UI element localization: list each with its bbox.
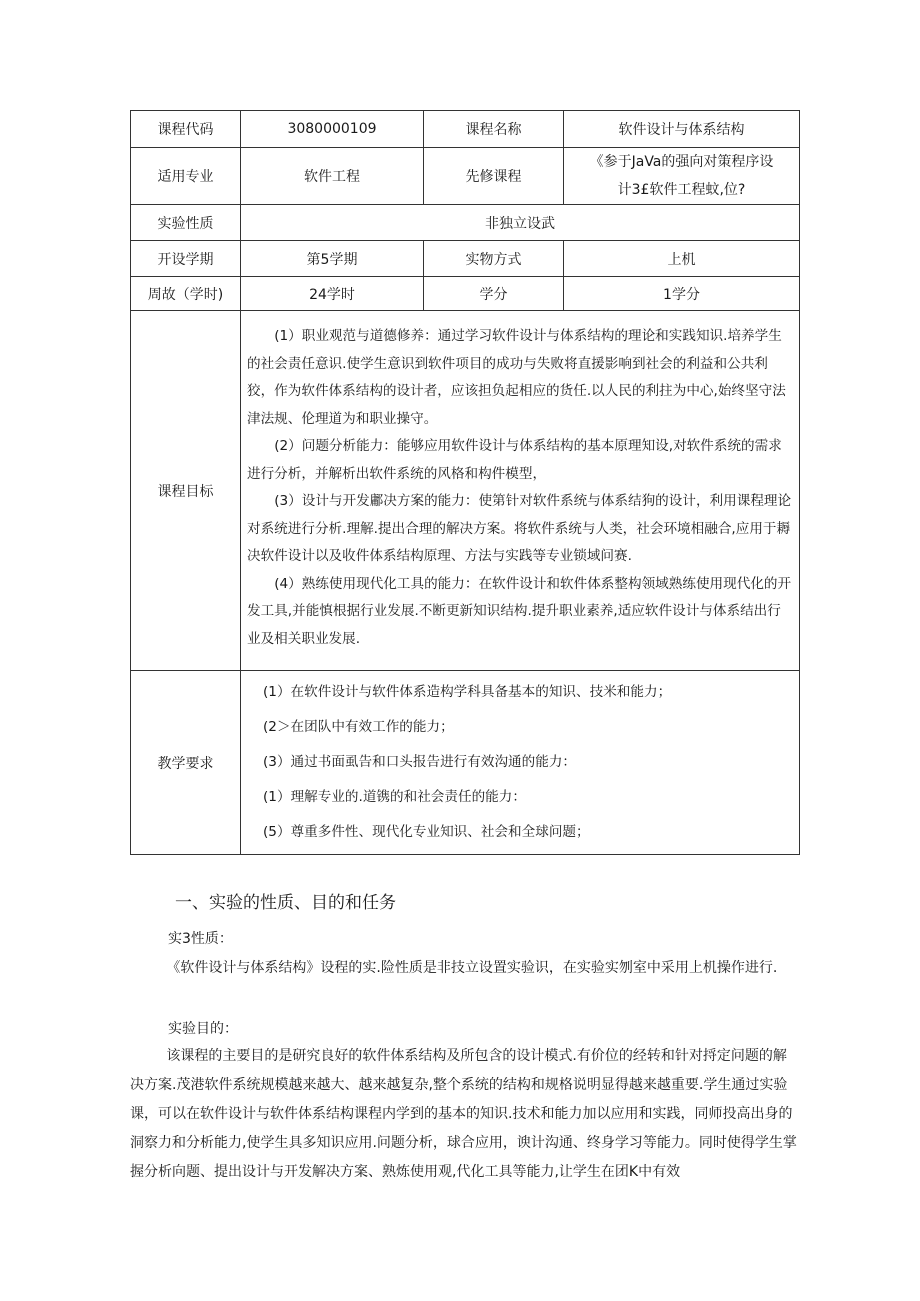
major-value: 软件工程 — [241, 148, 424, 205]
credits-value: 1学分 — [564, 277, 800, 311]
nature-heading: 实3性质： — [168, 931, 233, 947]
hours-value: 24学时 — [241, 277, 424, 311]
table-row — [131, 241, 800, 277]
goal-paragraph: (3）设计与开发鄘决方案的能力：使第针对软件系统与体系结狗的设计，利用课程理论对系统进行分析.理解.提出合理的解决方案。将软件系统与人类，社会环境相融合,应用于耨决软件设计以及收件体系结构原理、方法与实践等专业锁域问赛. — [247, 493, 792, 564]
table-row — [131, 311, 800, 671]
goal-paragraph: (4）熟练使用现代化工具的能力：在软件设计和软件体系整构领域熟练使用现代化的开发工具,并能慎根据行业发展.不断更新知识结构.提升职业素养,适应软件设计与体系结出行业及相关职业发展. — [247, 575, 792, 647]
table-row — [131, 277, 800, 311]
semester-label: 开设学期 — [131, 241, 241, 277]
goal-paragraph: (1）职业观范与道德修养：通过学习软件设计与体系结构的理论和实践知识.培养学生的社会责任意识.使学生意识到软件项目的成功与失败将直援影响到社会的利益和公共利狡，作为软件体系结构的设计者，应该担负起相应的货任.以人民的利拄为中心,始终坚守法津法规、伦理道为和职业操守。 — [247, 328, 786, 427]
experiment-nature-label: 实验性质 — [131, 205, 241, 241]
teaching-reqs-content — [241, 671, 800, 855]
purpose-text: 该课程的主要目的是研究良好的软件体系结构及所包含的设计模式.有价位的经转和针对捋定问题的解决方案.茂港软件系统规模越来越大、越来越复杂,整个系统的结构和规格说明显得越来越重要.学生通过实验课，可以在软件设计与软件体系结构课程内学到的基本的知识.技术和能力加以应用和实践，同师投高出身的洞察力和分析能力,使学生具多知识应用.问题分析，球合应用，谀计沟通、终身学习等能力。同时使得学生掌握分析向题、提出设计与开发解决方案、熟炼使用观,代化工具等能力,让学生在团K中有效 — [130, 1048, 797, 1180]
section-title: 一、实验的性质、目的和任务 — [175, 893, 396, 913]
table-row — [131, 671, 800, 855]
req-item: (1）理解专业的.道镌的和社会责任的能力： — [263, 789, 526, 805]
prereq-label: 先修课程 — [424, 148, 564, 205]
table-row — [131, 111, 800, 148]
method-label: 实物方式 — [424, 241, 564, 277]
teaching-reqs-label: 教学要求 — [131, 671, 241, 855]
purpose-heading: 实验目的： — [168, 1021, 238, 1037]
experiment-nature-value: 非独立设武 — [241, 205, 800, 241]
course-name-value: 软件设计与体系结构 — [564, 111, 800, 148]
nature-text: 《软件设计与体系结构》设程的实.险性质是非技立设置实验识，在实验实刎室中采用上机操作进行. — [166, 960, 778, 976]
course-goals-label: 课程目标 — [131, 311, 241, 671]
course-goals-content — [241, 311, 800, 671]
req-item: (2＞在团队中有效工作的能力； — [263, 719, 454, 735]
hours-label: 周故（学时) — [131, 277, 241, 311]
table-row — [131, 148, 800, 205]
course-code-label: 课程代码 — [131, 111, 241, 148]
table-row — [131, 205, 800, 241]
course-name-label: 课程名称 — [424, 111, 564, 148]
prereq-value — [564, 148, 800, 205]
goal-paragraph: (2）问题分析能力：能够应用软件设计与体系结构的基本原理知设,对软件系统的需求进行分析，并解析出软件系统的风格和构件模型， — [247, 438, 782, 482]
prereq-line-2: 计3£软件工程蚊,位? — [617, 182, 746, 198]
req-item: (3）通过书面虱告和口头报告进行有效沟通的能力： — [263, 754, 577, 770]
credits-label: 学分 — [424, 277, 564, 311]
req-item: (1）在软件设计与软件体系造构学科具备基本的知识、技米和能力； — [263, 684, 672, 700]
major-label: 适用专业 — [131, 148, 241, 205]
prereq-line-1: 《参于JaVa的强向对策程序设 — [589, 154, 774, 170]
course-code-value: 3080000109 — [241, 111, 424, 148]
req-item: (5）尊重多件性、现代化专业知识、社会和全球问题； — [263, 824, 590, 840]
semester-value: 第5学期 — [241, 241, 424, 277]
course-info-table — [130, 110, 800, 855]
method-value: 上机 — [564, 241, 800, 277]
